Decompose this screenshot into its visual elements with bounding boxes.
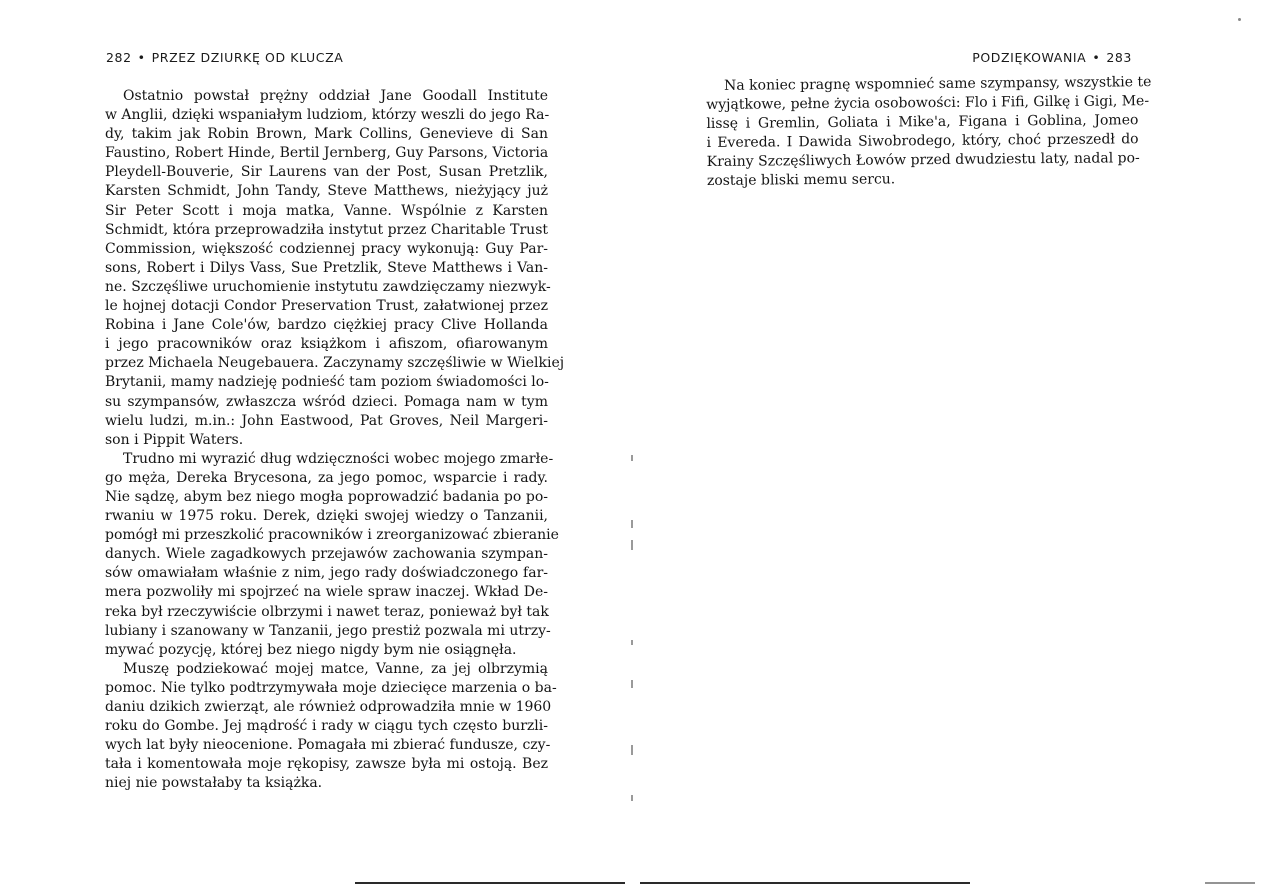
text-line: danych. Wiele zagadkowych przejawów zachowania szympan- [105, 546, 548, 563]
text-line: Karsten Schmidt, John Tandy, Steve Matthews, nieżyjący już [105, 183, 548, 200]
text-line: przez Michaela Neugebauera. Zaczynamy szczęśliwie w Wielkiej [105, 355, 565, 372]
gutter-mark [631, 540, 633, 550]
text-line: niej nie powstałaby ta książka. [105, 775, 323, 792]
gutter-mark [631, 520, 633, 528]
text-line: zostaje bliski memu sercu. [706, 171, 896, 190]
text-line: le hojnej dotacji Condor Preservation Trust, załatwionej przez [105, 298, 548, 315]
right-page [631, 0, 1262, 894]
text-line: Ostatnio powstał prężny oddział Jane Goodall Institute [123, 88, 548, 104]
text-line: Muszę podziekować mojej matce, Vanne, za jej olbrzymią [123, 660, 548, 677]
text-line: roku do Gombe. Jej mądrość i rady w ciągu tych często burzli- [105, 718, 548, 735]
text-line: Nie sądzę, abym bez niego mogła poprowadzić badania po po- [105, 488, 548, 505]
text-line: Sir Peter Scott i moja matka, Vanne. Wspólnie z Karsten [105, 202, 548, 219]
text-line: lissę i Gremlin, Goliata i Mike'a, Figana i Goblina, Jomeo [706, 112, 1139, 133]
left-paragraph [105, 87, 565, 450]
right-head-separator: • [1092, 50, 1101, 65]
text-line: go męża, Dereka Brycesona, za jego pomoc, wsparcie i rady. [105, 469, 548, 486]
text-line: w Anglii, dzięki wspaniałym ludziom, którzy weszli do jego Ra- [105, 107, 550, 124]
bottom-scan-rule [640, 882, 970, 884]
text-line: mywać pozycję, której bez niego nigdy bym nie osiągnęła. [105, 641, 517, 658]
right-page-number: 283 [1106, 50, 1132, 65]
text-line: lubiany i szanowany w Tanzanii, jego prestiż pozwala mi utrzy- [105, 622, 551, 639]
bottom-scan-rule [355, 882, 625, 884]
text-line: Brytanii, mamy nadzieję podnieść tam poziom świadomości lo- [105, 374, 549, 391]
text-line: pomoc. Nie tylko podtrzymywała moje dziecięce marzenia o ba- [105, 679, 557, 696]
gutter-mark [631, 745, 633, 755]
text-line: daniu dzikich zwierząt, ale również odprowadziła mnie w 1960 [105, 699, 552, 715]
left-body-text [105, 87, 565, 793]
text-line: Schmidt, która przeprowadziła instytut przez Charitable Trust [105, 221, 548, 238]
left-book-title: PRZEZ DZIURKĘ OD KLUCZA [151, 50, 344, 65]
text-line: sów omawiałam właśnie z nim, jego rady doświadczonego far- [105, 565, 548, 582]
text-line: mera pozwoliły mi spojrzeć na wiele spraw inaczej. Wkład De- [105, 584, 548, 601]
text-line: i Evereda. I Dawida Siwobrodego, który, choć przeszedł do [706, 131, 1139, 152]
gutter-mark [631, 640, 633, 645]
text-line: Trudno mi wyrazić dług wdzięczności wobec mojego zmarłe- [123, 450, 554, 467]
text-line: Krainy Szczęśliwych Łowów przed dwudziestu laty, nadal po- [706, 150, 1140, 171]
left-page-number: 282 [106, 50, 132, 65]
gutter-mark [631, 680, 633, 688]
text-line: pomógł mi przeszkolić pracowników i zreorganizować zbieranie [105, 527, 559, 544]
text-line: Faustino, Robert Hinde, Bertil Jernberg, Guy Parsons, Victoria [105, 145, 549, 162]
text-line: sons, Robert i Dilys Vass, Sue Pretzlik, Steve Matthews i Van- [105, 259, 548, 276]
text-line: son i Pippit Waters. [105, 431, 244, 448]
left-paragraph [105, 450, 559, 660]
text-line: dy, takim jak Robin Brown, Mark Collins, Genevieve di San [105, 126, 548, 143]
text-line: tała i komentowała moje rękopisy, zawsze była mi ostoją. Bez [105, 756, 548, 773]
text-line: i jego pracowników oraz książkom i afiszom, ofiarowanym [105, 336, 548, 353]
right-running-head [972, 50, 1132, 65]
text-line: Commission, większość codziennej pracy wykonują: Guy Par- [105, 240, 548, 257]
bottom-scan-rule [1205, 882, 1255, 884]
scan-speck [1238, 18, 1241, 21]
text-line: wyjątkowe, pełne życia osobowości: Flo i Fifi, Gilkę i Gigi, Me- [706, 93, 1150, 114]
text-line: Na koniec pragnę wspomnieć same szympansy, wszystkie te [724, 74, 1152, 94]
left-paragraph [105, 660, 557, 794]
left-running-head [106, 50, 343, 65]
text-line: reka był rzeczywiście olbrzymi i nawet teraz, ponieważ był tak [105, 603, 549, 620]
text-line: wielu ludzi, m.in.: John Eastwood, Pat Groves, Neil Margeri- [105, 412, 548, 429]
gutter-mark [631, 455, 633, 461]
left-head-separator: • [137, 50, 146, 65]
right-paragraph [706, 73, 1152, 191]
text-line: su szympansów, zwłaszcza wśród dzieci. Pomaga nam w tym [105, 393, 548, 410]
text-line: Pleydell-Bouverie, Sir Laurens van der Post, Susan Pretzlik, [105, 164, 548, 181]
text-line: wych lat były nieocenione. Pomagała mi zbierać fundusze, czy- [105, 737, 551, 754]
right-body-text [706, 73, 1152, 191]
text-line: Robina i Jane Cole'ów, bardzo ciężkiej pracy Clive Hollanda [105, 317, 548, 334]
gutter-mark [631, 795, 633, 801]
text-line: ne. Szczęśliwe uruchomienie instytutu zawdzięczamy niezwyk- [105, 278, 551, 295]
text-line: rwaniu w 1975 roku. Derek, dzięki swojej wiedzy o Tanzanii, [105, 508, 548, 525]
right-chapter-title: PODZIĘKOWANIA [972, 50, 1087, 65]
